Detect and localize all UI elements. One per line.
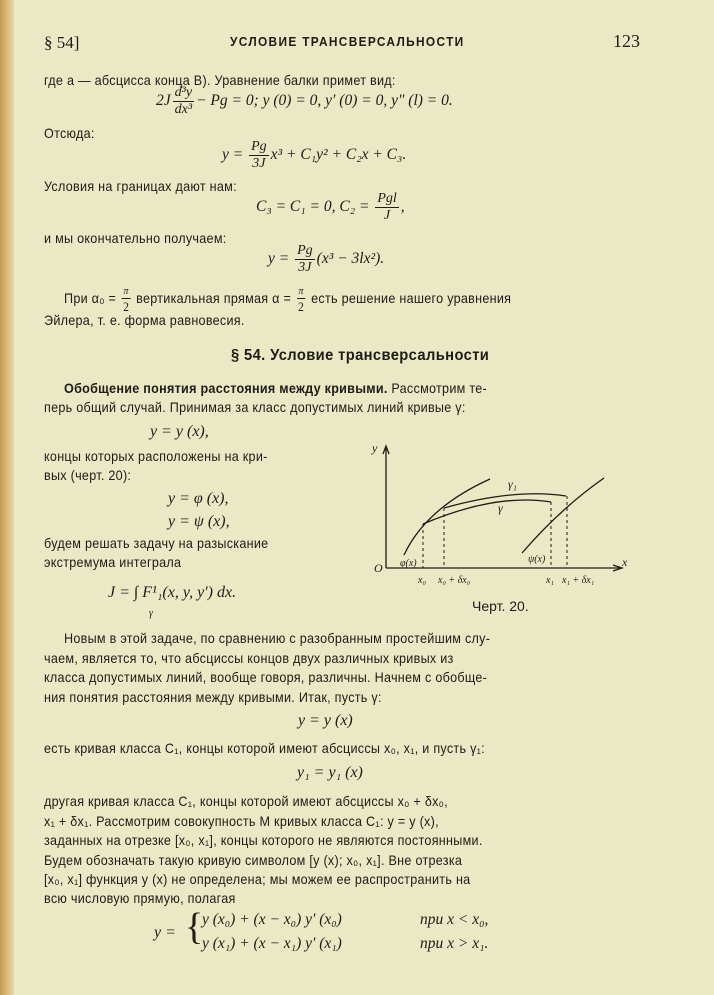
text-boundary: Условия на границах дают нам: bbox=[44, 178, 237, 194]
figure-20-diagram bbox=[366, 438, 656, 588]
piecewise-brace: { bbox=[185, 906, 204, 948]
equation-constants: C₃ = C₁ = 0, C₂ = $\frac{\text{Pgl}}{J}$ , bbox=[256, 191, 405, 223]
text-pi-paragraph: При α₀ = $\frac{\pi}{2}$ вертикальная прямая α = $\frac{\pi}{2}$ есть решение нашего уравнения bbox=[64, 285, 512, 314]
piecewise-cond-2: при x > x₁. bbox=[420, 935, 489, 952]
fig-label-x1-delta: x₁ + δx₁ bbox=[562, 575, 595, 586]
text-line: Новым в этой задаче, по сравнению с разобранным простейшим слу- bbox=[64, 630, 491, 646]
text-line: ния понятия расстояния между кривыми. Итак, пусть γ: bbox=[44, 689, 382, 705]
text-otsyuda: Отсюда: bbox=[44, 125, 95, 141]
running-title: УСЛОВИЕ ТРАНСВЕРСАЛЬНОСТИ bbox=[230, 35, 465, 49]
piecewise-case-1: y (x₀) + (x − x₀) y′ (x₀) bbox=[202, 911, 342, 928]
equation-psi: y = ψ (x), bbox=[168, 513, 230, 530]
fig-label-x1: x₁ bbox=[546, 575, 554, 586]
text-line: заданных на отрезке [x₀, x₁], концы которого не являются постоянными. bbox=[44, 832, 483, 848]
paragraph-generalization: Обобщение понятия расстояния между кривыми. Рассмотрим те- bbox=[64, 380, 487, 396]
equation-phi: y = φ (x), bbox=[168, 490, 229, 507]
fig-label-psi: ψ(x) bbox=[528, 554, 546, 565]
text-line: вых (черт. 20): bbox=[44, 467, 132, 483]
fig-label-gamma1: γ₁ bbox=[508, 477, 517, 491]
equation-y1: y₁ = y₁ (x) bbox=[297, 764, 363, 781]
text-line: Эйлера, т. е. форма равновесия. bbox=[44, 312, 245, 328]
fig-label-origin: O bbox=[374, 561, 383, 575]
text-line: будем решать задачу на разыскание bbox=[44, 535, 269, 551]
fig-label-x0: x₀ bbox=[418, 575, 426, 586]
integral-subscript: γ bbox=[149, 608, 153, 619]
equation-beam: 2J $\frac{\text{d³y}}{\text{dx³}}$ − Pg = 0; y (0) = 0, y′ (0) = 0, y″ (l) = 0. bbox=[156, 85, 453, 117]
text-line: экстремума интеграла bbox=[44, 554, 182, 570]
section-heading: § 54. Условие трансверсальности bbox=[231, 347, 490, 364]
paragraph-lead-bold: Обобщение понятия расстояния между кривыми. bbox=[64, 380, 388, 396]
piecewise-lhs: y = bbox=[154, 924, 176, 941]
fig-label-x0-delta: x₀ + δx₀ bbox=[438, 575, 471, 586]
page-number: 123 bbox=[613, 31, 640, 51]
text-line: всю числовую прямую, полагая bbox=[44, 890, 236, 906]
header-section-ref: § 54] bbox=[44, 33, 80, 52]
fig-label-phi: φ(x) bbox=[400, 558, 417, 569]
text-line: концы которых расположены на кри- bbox=[44, 448, 268, 464]
piecewise-case-2: y (x₁) + (x − x₁) y′ (x₁) bbox=[202, 935, 342, 952]
text-line: перь общий случай. Принимая за класс допустимых линий кривые γ: bbox=[44, 399, 466, 415]
text-line: класса допустимых линий, вообще говоря, различны. Начнем с обобще- bbox=[44, 669, 488, 685]
text-line: где a — абсцисса конца B). Уравнение балки примет вид: bbox=[44, 72, 396, 88]
text-final: и мы окончательно получаем: bbox=[44, 230, 227, 246]
fig-label-x-axis: x bbox=[622, 555, 628, 569]
equation-general-solution: y = $\frac{Pg}{3J}$ x³ + C₁y² + C₂x + C₃. bbox=[222, 139, 407, 171]
figure-caption: Черт. 20. bbox=[472, 598, 529, 614]
text-line: чаем, является то, что абсциссы концов двух различных кривых из bbox=[44, 650, 454, 666]
text-line: есть кривая класса C₁, концы которой имеют абсциссы x₀, x₁, и пусть γ₁: bbox=[44, 740, 485, 756]
text-line: x₁ + δx₁. Рассмотрим совокупность M кривых класса C₁: y = y (x), bbox=[44, 813, 439, 829]
text-line: [x₀, x₁] функция y (x) не определена; мы можем ее распространить на bbox=[44, 871, 471, 887]
fig-label-y-axis: y bbox=[372, 441, 378, 455]
equation-y-of-x-2: y = y (x) bbox=[298, 712, 353, 729]
equation-y-of-x: y = y (x), bbox=[150, 423, 209, 440]
piecewise-cond-1: при x < x₀, bbox=[420, 911, 489, 928]
equation-final-solution: y = $\frac{Pg}{3J}$ (x³ − 3lx²). bbox=[268, 243, 385, 275]
fig-label-gamma: γ bbox=[498, 501, 503, 515]
text-line: другая кривая класса C₁, концы которой имеют абсциссы x₀ + δx₀, bbox=[44, 793, 448, 809]
text-line: Будем обозначать такую кривую символом [y (x); x₀, x₁]. Вне отрезка bbox=[44, 852, 463, 868]
equation-integral: J = ∫ F¹₁(x, y, y′) dx. bbox=[108, 584, 237, 601]
